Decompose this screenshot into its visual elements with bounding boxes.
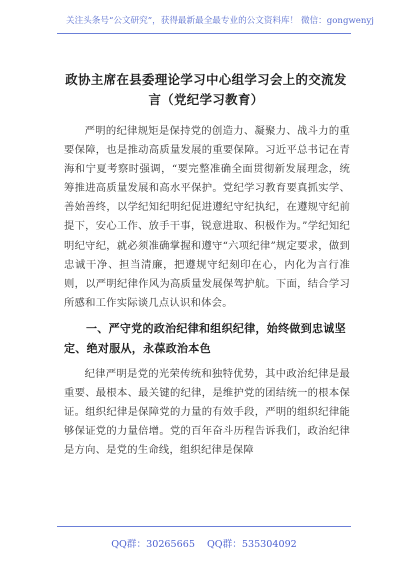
- footer-qq-group-1: QQ群：30265665: [111, 539, 195, 550]
- document-title: 政协主席在县委理论学习中心组学习会上的交流发言（党纪学习教育）: [65, 72, 347, 107]
- document-body: [64, 122, 350, 460]
- header-divider: [57, 33, 351, 34]
- intro-paragraph: 严明的纪律规矩是保持党的创造力、凝聚力、战斗力的重要保障，也是推动高质量发展的重要保障。习近平总书记在青海和宁夏考察时强调，“要完整准确全面贯彻新发展理念，统筹推进高质量发展和高水平保护。党纪学习教育要真抓实学、善始善终，以学纪知纪明纪促进遵纪守纪执纪，在遵规守纪前提下，安心工作、放手干事，锐意进取、积极作为。”学纪知纪明纪守纪，就必须准确掌握和遵守“六项纪律”规定要求，做到忠诚干净、担当清廉，把遵规守纪刻印在心，内化为言行准则，以严明纪律作风为高质量发展保驾护航。下面，结合学习所感和工作实际谈几点认识和体会。: [64, 125, 350, 309]
- footer: [0, 536, 408, 550]
- section-paragraph: 纪律严明是党的光荣传统和独特优势，其中政治纪律是最重要、最根本、最关键的纪律，是维护党的团结统一的根本保证。组织纪律是保障党的力量的有效手段，严明的组织纪律能够保证党的力量倍增。党的百年奋斗历程告诉我们，政治纪律是方向、是党的生命线，组织纪律是保障: [64, 367, 350, 457]
- section-heading: 一、严守党的政治纪律和组织纪律，始终做到忠诚坚定、绝对服从，永葆政治本色: [64, 321, 346, 355]
- footer-divider: [57, 526, 351, 527]
- header-banner: 关注头条号“公文研究”，获得最新最全最专业的公文资料库！ 微信：gongwenyj: [66, 16, 374, 26]
- footer-qq-group-2: QQ群：535304092: [206, 539, 297, 550]
